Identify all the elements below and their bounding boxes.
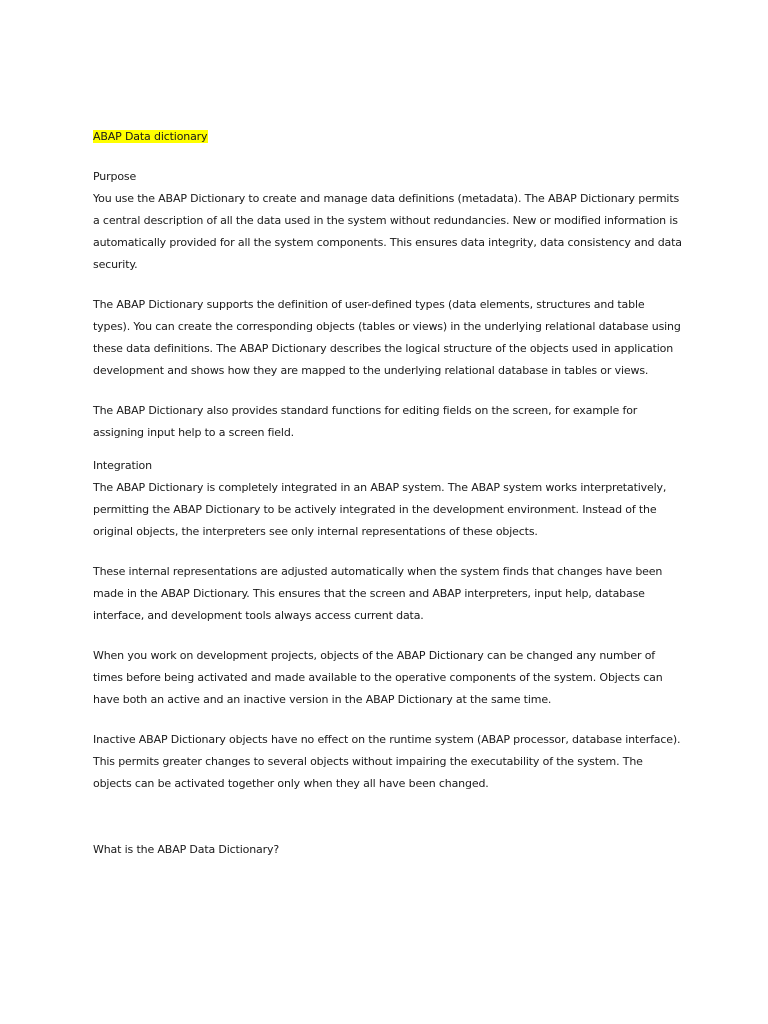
spacer: [93, 543, 683, 561]
spacer: [93, 444, 683, 455]
paragraph: You use the ABAP Dictionary to create and manage data definitions (metadata). The ABAP Dictionary permits a central description of all the data used in the system without redundancies. New or modified information is automatically provided for all the system components. This ensures data integrity, data consistency and data security.: [93, 192, 682, 271]
document-body: [93, 126, 683, 861]
section-heading-purpose: Purpose: [93, 170, 137, 183]
spacer: [93, 795, 683, 839]
section-heading-integration: Integration: [93, 459, 152, 472]
spacer: [93, 276, 683, 294]
paragraph: The ABAP Dictionary also provides standard functions for editing fields on the screen, for example for assigning input help to a screen field.: [93, 404, 638, 439]
paragraph: The ABAP Dictionary is completely integrated in an ABAP system. The ABAP system works interpretatively, permitting the ABAP Dictionary to be actively integrated in the development environment. Instead of the original objects, the interpreters see only internal representations of these objects.: [93, 481, 667, 538]
spacer: [93, 148, 683, 166]
paragraph: The ABAP Dictionary supports the definition of user-defined types (data elements, structures and table types). You can create the corresponding objects (tables or views) in the underlying relational database using these data definitions. The ABAP Dictionary describes the logical structure of the objects used in application development and shows how they are mapped to the underlying relational database in tables or views.: [93, 298, 681, 377]
document-title-line: [93, 126, 683, 148]
paragraph: Inactive ABAP Dictionary objects have no effect on the runtime system (ABAP processor, database interface). This permits greater changes to several objects without impairing the executability of the system. The objects can be activated together only when they all have been changed.: [93, 733, 681, 790]
document-title: ABAP Data dictionary: [93, 130, 208, 143]
closing-question: What is the ABAP Data Dictionary?: [93, 843, 280, 856]
paragraph: When you work on development projects, objects of the ABAP Dictionary can be changed any number of times before being activated and made available to the operative components of the system. Objects can have both an active and an inactive version in the ABAP Dictionary at the same time.: [93, 649, 663, 706]
spacer: [93, 382, 683, 400]
paragraph: These internal representations are adjusted automatically when the system finds that changes have been made in the ABAP Dictionary. This ensures that the screen and ABAP interpreters, input help, database interface, and development tools always access current data.: [93, 565, 663, 622]
spacer: [93, 711, 683, 729]
spacer: [93, 627, 683, 645]
